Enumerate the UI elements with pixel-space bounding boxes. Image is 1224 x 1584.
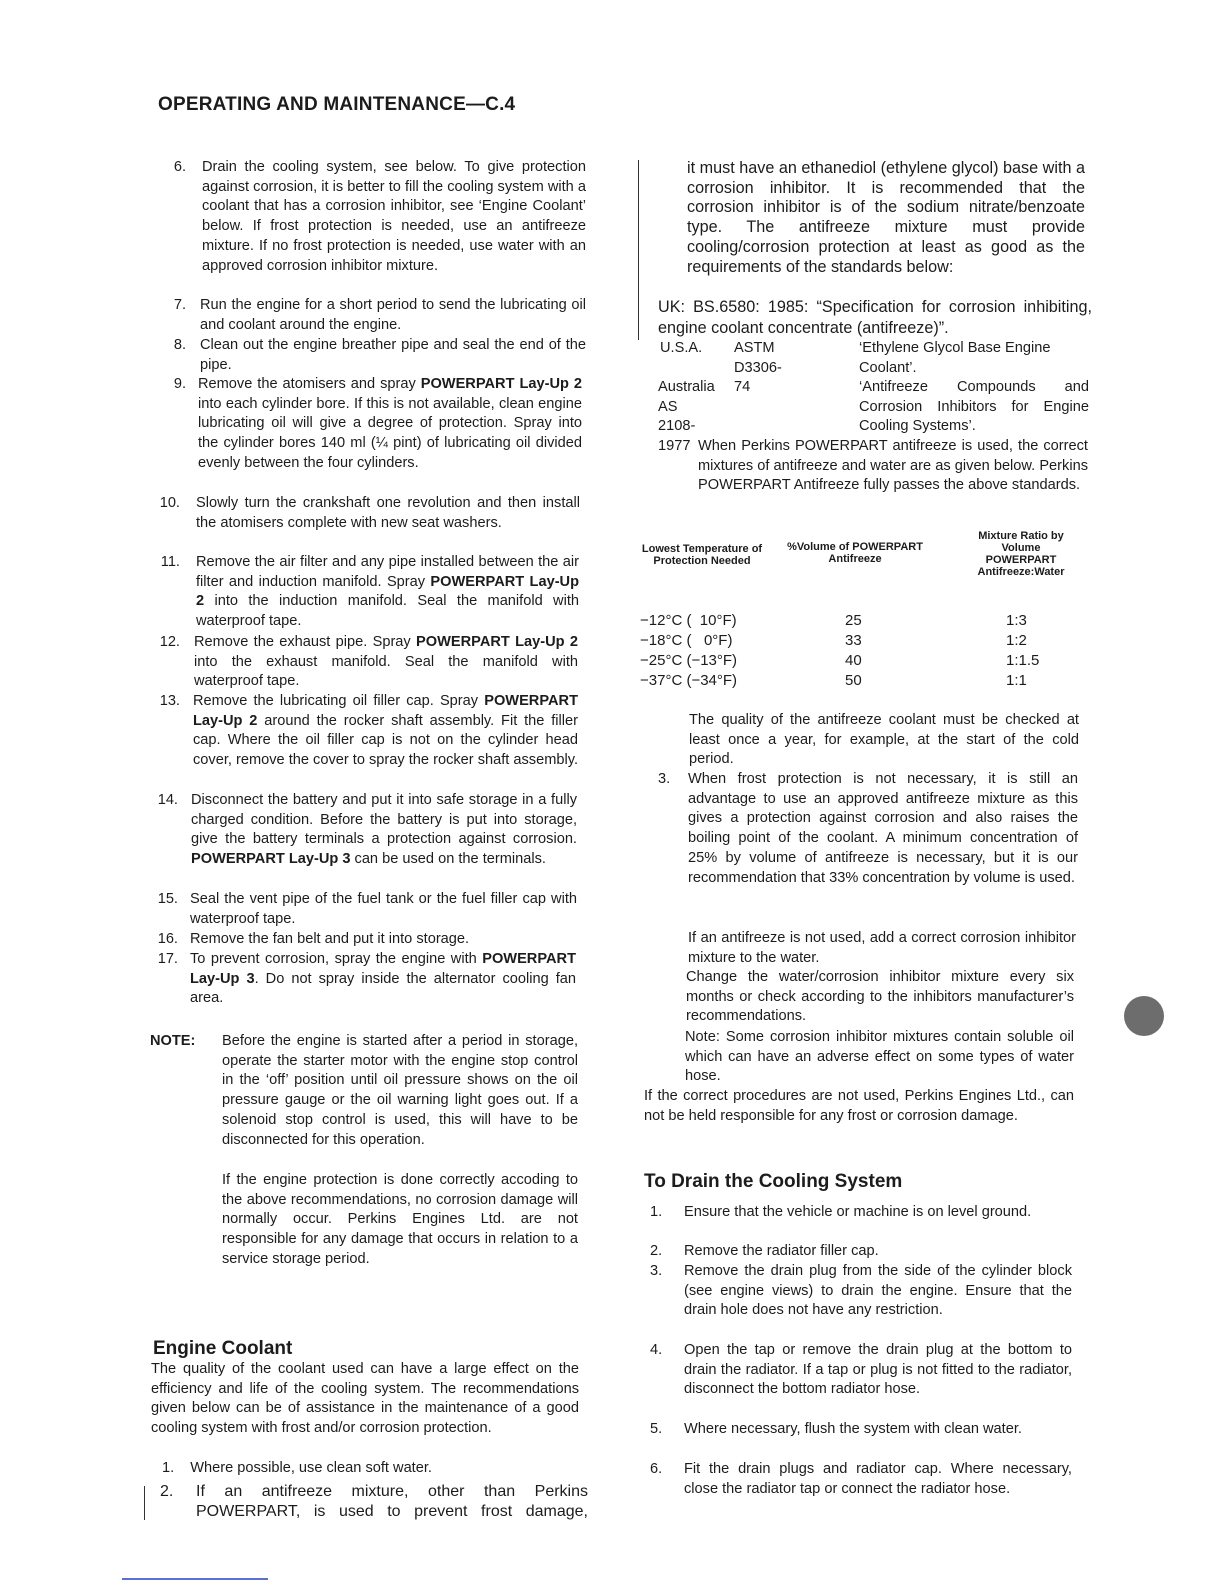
- usa-code: ASTM D3306-74: [734, 340, 782, 396]
- australia-label: Australia AS 2108-1977: [658, 379, 715, 455]
- usa-label: U.S.A.: [660, 340, 703, 356]
- item-text-pre: To prevent corrosion, spray the engine with: [190, 951, 483, 967]
- powerpart-name: POWERPART Lay-Up 2: [193, 693, 578, 729]
- item-number: 15.: [157, 891, 178, 907]
- coolant-item: [160, 1482, 173, 1502]
- usa-desc: ‘Ethylene Glycol Base Engine Coolant’.: [859, 340, 1051, 376]
- note-label: NOTE:: [150, 1033, 196, 1049]
- table-header: Lowest Temperature of Protection Needed: [641, 543, 763, 567]
- australia-desc: ‘Antifreeze Compounds and Corrosion Inhibitors for Engine Cooling Systems’.: [859, 379, 1089, 435]
- note-paragraph: If the engine protection is done correctly accoding to the above recommendations, no corrosion damage will normally occur. Perkins Engines Ltd. are not responsible for any damage that occurs in relation to a service storage period.: [222, 1172, 578, 1267]
- powerpart-name: POWERPART Lay-Up 2: [420, 376, 582, 392]
- item-number: 14.: [157, 792, 178, 808]
- powerpart-name: POWERPART Lay-Up 2: [416, 634, 578, 650]
- item-number: 8.: [173, 337, 186, 353]
- table-cell-temp: −25°C (−13°F): [640, 652, 738, 669]
- item-text-pre: Remove the atomisers and spray: [198, 376, 421, 392]
- item-text: [190, 950, 576, 1009]
- item-text: Ensure that the vehicle or machine is on level ground.: [684, 1204, 1032, 1220]
- table-cell-temp: −18°C ( 0°F): [640, 632, 733, 649]
- item-text: [196, 553, 579, 632]
- item-text: Remove the fan belt and put it into storage.: [190, 931, 470, 947]
- table-cell-volume: 50: [845, 672, 862, 689]
- section-title: To Drain the Cooling System: [644, 1171, 903, 1192]
- quality-paragraph: The quality of the antifreeze coolant must be checked at least once a year, for example, at the start of the cold period.: [689, 712, 1079, 768]
- item-text: Remove the radiator filler cap.: [684, 1243, 879, 1259]
- item-text: Where possible, use clean soft water.: [190, 1460, 432, 1476]
- item-number: 13.: [159, 693, 180, 709]
- table-cell-volume: 40: [845, 652, 862, 669]
- item-number: 6.: [650, 1461, 663, 1477]
- item-number: 9.: [173, 376, 186, 392]
- item-number: 11.: [160, 554, 180, 570]
- item-text-pre: Remove the air filter and any pipe installed between the air filter and induction manifold. Spray: [196, 554, 579, 590]
- powerpart-name: POWERPART Lay-Up 3: [191, 851, 351, 868]
- item-text: If an antifreeze mixture, other than Perkins: [196, 1483, 588, 1500]
- binder-hole-mark: [1124, 996, 1164, 1036]
- item-text-post: can be used on the terminals.: [350, 851, 546, 868]
- item-number: 1.: [650, 1204, 663, 1220]
- item-text: Clean out the engine breather pipe and seal the end of the pipe.: [200, 337, 586, 373]
- revision-bar: [638, 160, 639, 340]
- continued-paragraph: it must have an ethanediol (ethylene glycol) base with a corrosion inhibitor. It is recommended that the corrosion inhibitor is of the sodium nitrate/benzoate type. The antifreeze mixture must provide cooling/corrosion protection at least as good as the requirements of the standards below:: [687, 159, 1085, 276]
- change-paragraph: Change the water/corrosion inhibitor mixture every six months or check according to the inhibitors manufacturer’s recommendations.: [686, 969, 1074, 1025]
- item-number: 10.: [159, 495, 180, 511]
- item-text-post: . Do not spray inside the alternator cooling fan area.: [190, 970, 576, 1007]
- section-intro: The quality of the coolant used can have a large effect on the efficiency and life of the cooling system. The recommendations given below can be of assistance in the maintenance of a good cooling system with frost and/or corrosion protection.: [151, 1361, 579, 1437]
- note-paragraph: Note: Some corrosion inhibitor mixtures contain soluble oil which can have an adverse effect on some types of water hose.: [685, 1029, 1074, 1085]
- note-paragraph: Before the engine is started after a period in storage, operate the starter motor with the engine stop control in the ‘off’ position until oil pressure shows on the oil pressure gauge or the oil warning light goes out. If a solenoid stop control is used, this will have to be disconnected for this operation.: [222, 1033, 578, 1148]
- item-text: Run the engine for a short period to send the lubricating oil and coolant around the engine.: [200, 297, 586, 333]
- table-header: %Volume of POWERPART Antifreeze: [787, 541, 923, 565]
- item-text-post: around the rocker shaft assembly. Fit the filler cap. Where the oil filler cap is not on the cylinder head cover, remove the cover to spray the rocker shaft assembly.: [193, 712, 579, 769]
- item-number: 2.: [160, 1483, 174, 1500]
- powerpart-name: POWERPART Lay-Up 3: [190, 951, 576, 987]
- item-number: 12.: [159, 634, 180, 650]
- item-text-pre: Disconnect the battery and put it into safe storage in a fully charged condition. Before the battery is put into storage, give the battery terminals a protection against corrosion.: [191, 792, 577, 848]
- item-number: 5.: [650, 1421, 663, 1437]
- item-text: [193, 692, 578, 771]
- coolant-item: [162, 1459, 432, 1479]
- revision-bar: [144, 1486, 145, 1520]
- footer-rule: [122, 1578, 268, 1580]
- item-text: [191, 791, 577, 870]
- table-cell-temp: −37°C (−34°F): [640, 672, 738, 689]
- item-text: Seal the vent pipe of the fuel tank or the fuel filler cap with waterproof tape.: [190, 891, 577, 927]
- perkins-paragraph: When Perkins POWERPART antifreeze is used, the correct mixtures of antifreeze and water are as given below. Perkins POWERPART Antifreeze fully passes the above standards.: [698, 438, 1088, 494]
- item-text: [198, 375, 582, 474]
- item-number: 3.: [658, 771, 671, 787]
- section-title: Engine Coolant: [153, 1338, 293, 1359]
- item-number: 17.: [157, 951, 178, 967]
- item-number: 2.: [650, 1243, 663, 1259]
- item-text: Where necessary, flush the system with clean water.: [684, 1421, 1022, 1437]
- item-text: Fit the drain plugs and radiator cap. Where necessary, close the radiator tap or connect the radiator hose.: [684, 1461, 1072, 1497]
- item-text-post: into each cylinder bore. If this is not available, clean engine lubricating oil will give a degree of protection. Spray into the cylinder bores 140 ml (¼ pint) of lubricating oil divided evenly between the four cylinders.: [198, 395, 582, 471]
- table-header: Mixture Ratio by Volume POWERPART Antifreeze:Water: [977, 530, 1065, 578]
- table-cell-ratio: 1:1.5: [1006, 652, 1040, 669]
- item-text-post: into the induction manifold. Seal the manifold with waterproof tape.: [196, 593, 579, 630]
- item-text-post: into the exhaust manifold. Seal the manifold with waterproof tape.: [194, 653, 578, 690]
- item-text: When frost protection is not necessary, it is still an advantage to use an approved antifreeze mixture as this gives a protection against corrosion and also raises the boiling point of the coolant. A minimum concentration of 25% by volume of antifreeze is necessary, but it is our recommendation that 33% concentration by volume is used.: [688, 771, 1078, 886]
- table-cell-ratio: 1:3: [1006, 612, 1027, 629]
- table-cell-temp: −12°C ( 10°F): [640, 612, 737, 629]
- powerpart-name: POWERPART Lay-Up 2: [196, 573, 580, 610]
- item-text: [194, 633, 578, 692]
- page-title: OPERATING AND MAINTENANCE—C.4: [158, 94, 516, 115]
- table-cell-volume: 25: [845, 612, 862, 629]
- item-text: Drain the cooling system, see below. To give protection against corrosion, it is better to fill the cooling system with a coolant that has a corrosion inhibitor, see ‘Engine Coolant’ below. If frost protection is needed, use an antifreeze mixture. If no frost protection is needed, use water with an approved corrosion inhibitor mixture.: [202, 159, 586, 274]
- item-text: Slowly turn the crankshaft one revolution and then install the atomisers complete with new seat washers.: [196, 495, 580, 531]
- uk-standard: UK: BS.6580: 1985: “Specification for corrosion inhibiting, engine coolant concentrate (antifreeze)”.: [658, 298, 1092, 337]
- item-number: 6.: [173, 159, 186, 175]
- item-text: Remove the drain plug from the side of the cylinder block (see engine views) to drain the engine. Ensure that the drain hole does not have any restriction.: [684, 1263, 1072, 1319]
- item-text: Open the tap or remove the drain plug at the bottom to drain the radiator. If a tap or plug is not fitted to the radiator, disconnect the bottom radiator hose.: [684, 1342, 1072, 1398]
- item-number: 3.: [650, 1263, 663, 1279]
- item-number: 16.: [157, 931, 178, 947]
- item-number: 1.: [162, 1460, 175, 1476]
- disclaimer-paragraph: If the correct procedures are not used, Perkins Engines Ltd., can not be held responsible for any frost or corrosion damage.: [644, 1088, 1074, 1124]
- item-number: 7.: [173, 297, 186, 313]
- table-cell-ratio: 1:1: [1006, 672, 1027, 689]
- no-antifreeze-paragraph: If an antifreeze is not used, add a correct corrosion inhibitor mixture to the water.: [688, 930, 1076, 966]
- item-text-pre: Remove the exhaust pipe. Spray: [194, 634, 417, 650]
- table-cell-ratio: 1:2: [1006, 632, 1027, 649]
- table-cell-volume: 33: [845, 632, 862, 649]
- item-text: POWERPART, is used to prevent frost damage,: [196, 1503, 588, 1520]
- item-text-pre: Remove the lubricating oil filler cap. Spray: [193, 693, 485, 709]
- item-number: 4.: [650, 1342, 663, 1358]
